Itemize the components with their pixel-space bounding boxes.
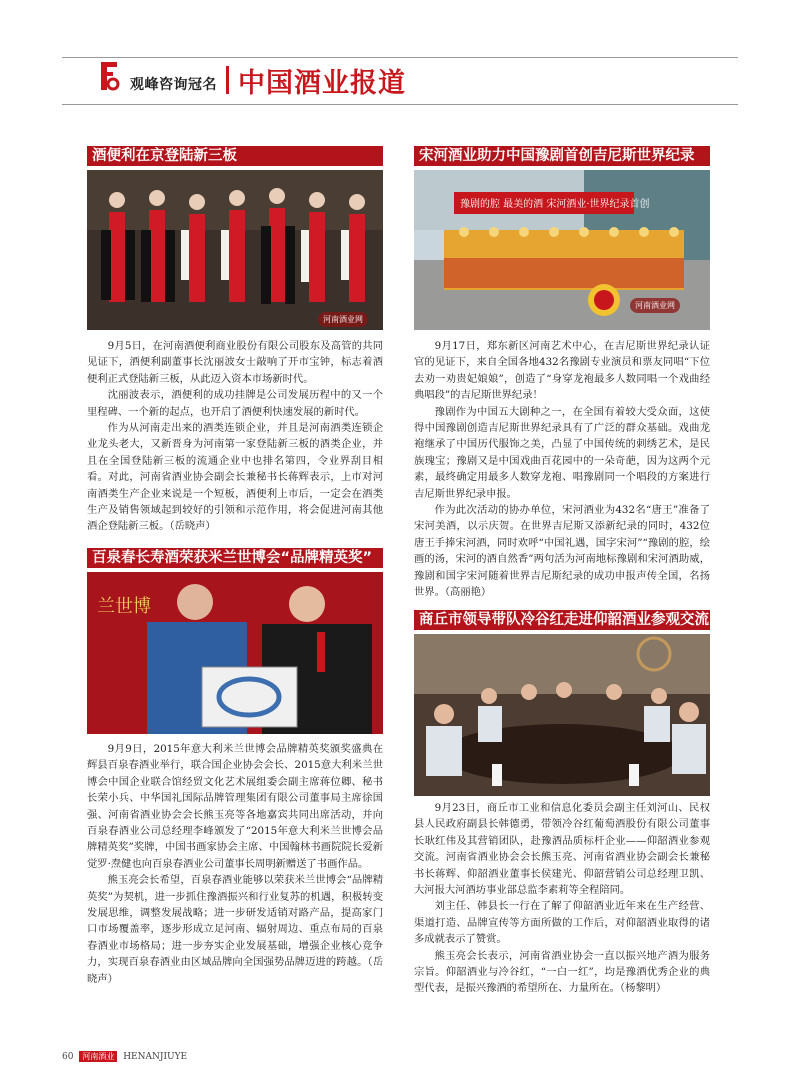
paragraph: 豫剧作为中国五大剧种之一，在全国有着较大受众面，这使得中国豫剧创造吉尼斯世界纪录具有了广泛的群众基础。戏曲龙袍继承了中国历代服饰之美，凸显了中国传统的刺绣艺术，是民族瑰宝；豫剧又是中国戏曲百花园中的一朵奇葩，因为这两个元素，最终确定用最多人数穿龙袍、唱豫剧同一个唱段的方案进行吉尼斯世界纪录申报。 bbox=[414, 405, 710, 500]
article-4-photo bbox=[414, 634, 710, 796]
article-3-watermark: 河南酒业网 bbox=[630, 298, 680, 313]
page-number: 60 bbox=[62, 1052, 74, 1062]
article-2-body bbox=[87, 741, 383, 987]
article-1-body bbox=[87, 338, 383, 535]
article-3-body bbox=[414, 338, 710, 601]
article-2-photo-caption: 兰世博 bbox=[97, 596, 151, 617]
paragraph: 作为从河南走出来的酒类连锁企业，并且是河南酒类连锁企业龙头老大，又新晋身为河南第一家登陆新三板的酒类企业，并且在全国登陆新三板的流通企业中也排名第四，令业界刮目相看。对此，河南省酒业协会副会长兼秘书长蒋辉表示，上市对河南酒类生产企业来说是一个短板，酒便利上市后，一定会在酒类生产及销售领域起到较好的引领和示范作用，将会促进河南其他酒企登陆新三板。（岳晓声） bbox=[87, 422, 383, 533]
article-1-banner: 酒便利在京登陆新三板 bbox=[87, 146, 383, 166]
paragraph: 沈丽波表示，酒便利的成功挂牌是公司发展历程中的又一个里程碑、一个新的起点，也开启了酒便利快速发展的新时代。 bbox=[87, 389, 383, 418]
paragraph: 熊玉亮会长希望，百泉春酒业能够以荣获米兰世博会“品牌精英奖”为契机，进一步抓住豫酒振兴和行业复苏的机遇，积极转变发展思维，调整发展战略；进一步研发适销对路产品，提高家门口市场覆盖率，逐步形成立足河南、辐射周边、重点布局的百泉春酒业市场格局；进一步夯实企业发展基础，增强企业核心竞争力，实现百泉春酒业由区域品牌向全国强势品牌迈进的跨越。（岳晓声） bbox=[87, 874, 383, 985]
article-1-watermark: 河南酒业网 bbox=[318, 312, 368, 327]
paragraph: 9月9日，2015年意大利米兰世博会品牌精英奖颁奖盛典在辉县百泉春酒业举行，联合国企业协会会长、2015意大利米兰世博会中国企业联合馆经贸文化艺术展组委会副主席蒋位卿、秘书长荣小兵、中华国礼国际品牌管理集团有限公司董事局主席徐国强、河南省酒业协会会长熊玉亮等各地嘉宾共同出席活动，并向百泉春酒业公司总经理李峰颁发了“2015年意大利米兰世博会品牌精英奖”奖牌，中国书画家协会主席、中国翰林书画院院长爱新觉罗·焘健也向百泉春酒业公司董事长周明新赠送了书画作品。 bbox=[87, 743, 383, 870]
article-2-photo bbox=[87, 572, 383, 734]
article-3-photo-banner-text: 豫剧的腔 最美的酒 宋河酒业·世界纪录首创 bbox=[460, 199, 650, 210]
article-4-body bbox=[414, 800, 710, 997]
paragraph: 9月23日，商丘市工业和信息化委员会副主任刘河山、民权县人民政府副县长韩德勇，带领冷谷红葡萄酒股份有限公司董事长耿红伟及其营销团队，赴豫酒品质标杆企业——仰韶酒业参观交流。河南省酒业协会会长熊玉亮、河南省酒业协会副会长兼秘书长蒋辉、仰韶酒业董事长侯建光、仰韶营销公司总经理卫凯、大河报大河酒坊事业部总监李素莉等全程陪同。 bbox=[414, 802, 710, 897]
article-3-banner: 宋河酒业助力中国豫剧首创吉尼斯世界纪录 bbox=[414, 146, 710, 166]
magazine-brand: 河南酒业 bbox=[79, 1051, 117, 1062]
paragraph: 9月17日，郑东新区河南艺术中心，在吉尼斯世界纪录认证官的见证下，来自全国各地432名豫剧专业演员和票友同唱“下位去劝一劝贵妃娘娘”，创造了“身穿龙袍最多人数同唱一个戏曲经典唱段”的吉尼斯世界纪录！ bbox=[414, 340, 710, 402]
article-4-banner: 商丘市领导带队冷谷红走进仰韶酒业参观交流 bbox=[414, 610, 710, 630]
paragraph: 熊玉亮会长表示，河南省酒业协会一直以振兴地产酒为服务宗旨。仰韶酒业与冷谷红，“一白一红”，均是豫酒优秀企业的典型代表，是振兴豫酒的希望所在、力量所在。（杨黎明） bbox=[414, 949, 710, 995]
header-bottom-rule bbox=[62, 104, 738, 105]
paragraph: 9月5日，在河南酒便利商业股份有限公司股东及高管的共同见证下，酒便利副董事长沈丽波女士敲响了开市宝钟，标志着酒便利正式登陆新三板，从此迈入资本市场新时代。 bbox=[87, 340, 383, 385]
paragraph: 作为此次活动的协办单位，宋河酒业为432名“唐王”准备了宋河美酒，以示庆贺。在世界吉尼斯又添新纪录的同时，432位唐王手捧宋河酒，同时欢呼“中国礼遇，国字宋河”“豫剧的腔，绘画的汤，宋河的酒自然香”两句活为河南地标豫剧和宋河酒助威，豫剧和国字宋河随着世界吉尼斯纪录的成功申报声传全国，名扬世界。（高丽艳） bbox=[414, 504, 710, 599]
section-title: 中国酒业报道 bbox=[238, 68, 406, 99]
header-divider bbox=[226, 66, 229, 94]
paragraph: 刘主任、韩县长一行在了解了仰韶酒业近年来在生产经营、渠道打造、品牌宣传等方面所做的工作后，对仰韶酒业取得的诸多成就表示了赞赏。 bbox=[414, 900, 710, 946]
article-2-banner: 百泉春长寿酒荣获米兰世博会“品牌精英奖” bbox=[87, 548, 383, 568]
page-footer bbox=[62, 1051, 187, 1062]
header-rule bbox=[62, 57, 738, 58]
magazine-latin: HENANJIUYE bbox=[123, 1052, 188, 1062]
header-subtitle: 观峰咨询冠名 bbox=[130, 77, 217, 93]
article-1-photo bbox=[87, 170, 383, 330]
key-logo-icon bbox=[98, 60, 120, 92]
